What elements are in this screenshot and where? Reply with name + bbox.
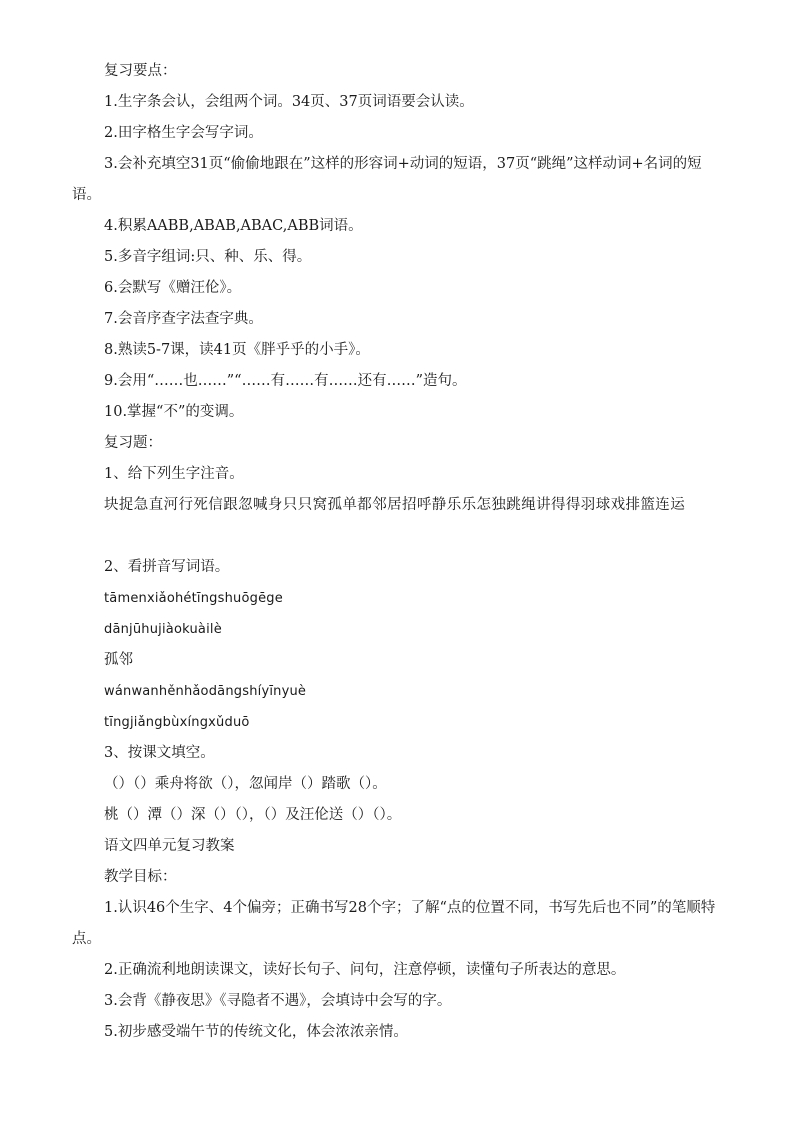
review-point-10: 10.掌握“不”的变调。 xyxy=(104,404,244,420)
document-page xyxy=(72,56,722,1048)
pinyin-line-1: tāmenxiǎohétīngshuōgēge xyxy=(104,591,283,606)
goal-1: 1.认识46个生字、4个偏旁；正确书写28个字；了解“点的位置不同，书写先后也不同”的笔顺特点。 xyxy=(72,900,716,947)
review-point-9: 9.会用“……也……”“……有……有……还有……”造句。 xyxy=(104,373,467,389)
exercise-heading: 复习题： xyxy=(104,435,162,451)
review-point-5: 5.多音字组词:只、种、乐、得。 xyxy=(104,249,312,265)
goal-5: 5.初步感受端午节的传统文化，体会浓浓亲情。 xyxy=(104,1024,408,1040)
review-point-4: 4.积累AABB,ABAB,ABAC,ABB词语。 xyxy=(104,218,363,234)
poem-fill-line-1: （）（）乘舟将欲（），忽闻岸（）踏歌（）。 xyxy=(104,776,387,792)
unit-title: 语文四单元复习教案 xyxy=(104,838,235,854)
review-point-3: 3.会补充填空31页“偷偷地跟在”这样的形容词+动词的短语，37页“跳绳”这样动词+名词的短语。 xyxy=(72,156,702,203)
question-1-title: 1、给下列生字注音。 xyxy=(104,466,244,482)
question-1-characters: 块捉急直河行死信跟忽喊身只只窝孤单都邻居招呼静乐乐怎独跳绳讲得得羽球戏排篮连运 xyxy=(104,497,686,513)
review-point-8: 8.熟读5-7课，读41页《胖乎乎的小手》。 xyxy=(104,342,370,358)
review-point-2: 2.田字格生字会写字词。 xyxy=(104,125,263,141)
question-3-title: 3、按课文填空。 xyxy=(104,745,215,761)
goals-heading: 教学目标： xyxy=(104,869,177,885)
pinyin-line-3: 孤邻 xyxy=(104,652,133,668)
review-point-1: 1.生字条会认，会组两个词。34页、37页词语要会认读。 xyxy=(104,94,474,110)
pinyin-line-4: wánwanhěnhǎodāngshíyīnyuè xyxy=(104,684,307,699)
question-2-title: 2、看拼音写词语。 xyxy=(104,559,230,575)
pinyin-line-2: dānjūhujiàokuàilè xyxy=(104,622,222,637)
review-point-6: 6.会默写《赠汪伦》。 xyxy=(104,280,242,296)
goal-2: 2.正确流利地朗读课文，读好长句子、问句，注意停顿，读懂句子所表达的意思。 xyxy=(104,962,626,978)
poem-fill-line-2: 桃（）潭（）深（）（），（）及汪伦送（）（）。 xyxy=(104,807,402,823)
review-point-7: 7.会音序查字法查字典。 xyxy=(104,311,263,327)
review-heading: 复习要点： xyxy=(104,63,177,79)
pinyin-line-5: tīngjiǎngbùxíngxǔduō xyxy=(104,715,250,730)
goal-3: 3.会背《静夜思》《寻隐者不遇》，会填诗中会写的字。 xyxy=(104,993,452,1009)
